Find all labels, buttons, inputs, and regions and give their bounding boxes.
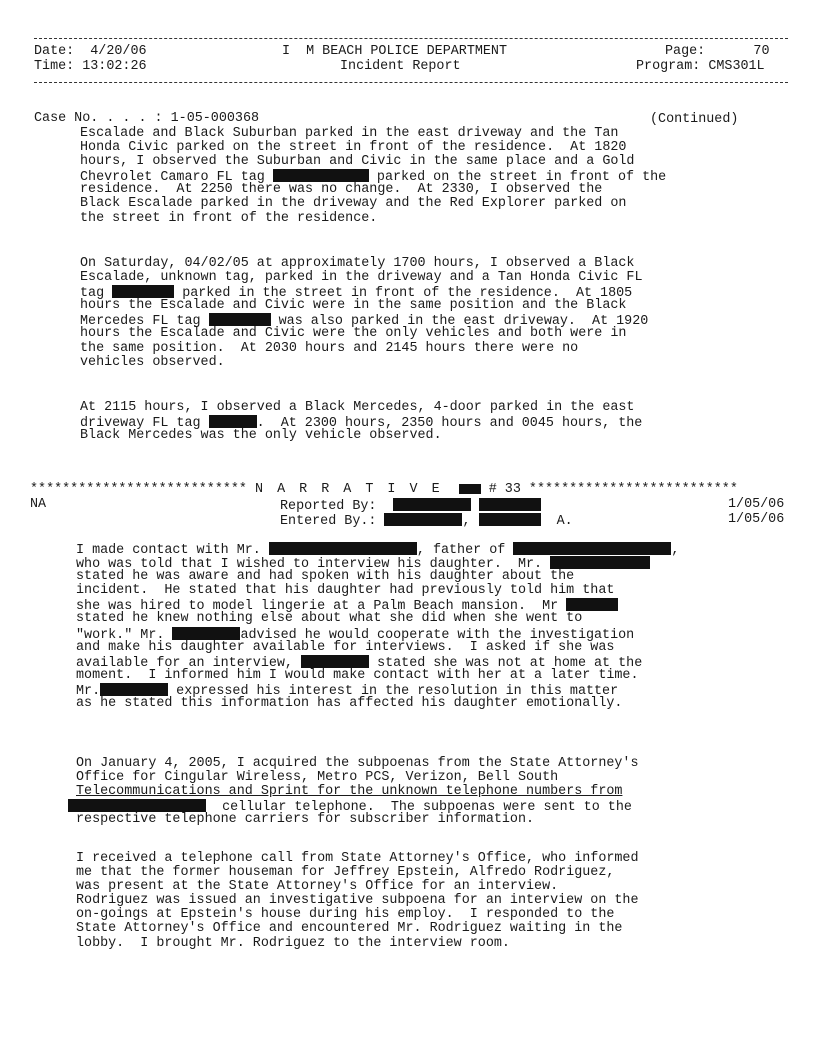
narrative-paragraph-1 [76,542,679,711]
text-line: I received a telephone call from State Attorney's Office, who informed [76,851,639,866]
narrative-paragraph-3 [76,852,639,951]
time-line [34,60,147,74]
text-line: tag parked in the street in front of the residence. At 1805 [80,286,633,302]
program-label: Program: [636,59,701,74]
text-line: Black Escalade parked in the driveway and the Red Explorer parked on [80,196,627,212]
header-bottom-rule [34,82,788,83]
text-line: incident. He stated that his daughter had previously told him that [76,583,615,599]
text-line: the same position. At 2030 hours and 2145 hours there were no [80,340,579,356]
redaction-bar [301,655,369,668]
text-line: driveway FL tag . At 2300 hours, 2350 hours and 0045 hours, the [80,416,643,432]
page-label: Page: [665,44,706,59]
narrative-code: NA [30,497,47,512]
text-line: Mercedes FL tag was also parked in the east driveway. At 1920 [80,314,649,330]
text-line: "work." Mr. advised he would cooperate with the investigation [76,627,635,643]
page-line [665,45,769,59]
text-line: hours the Escalade and Civic were in the same position and the Black [80,298,627,314]
header-top-rule [34,38,788,39]
redaction-bar [172,627,240,640]
entered-by-line: Entered By.: , A. [280,514,573,529]
agency-name: I M BEACH POLICE DEPARTMENT [282,44,507,59]
text-line: Mr. expressed his interest in the resolution in this matter [76,683,619,699]
text-line: residence. At 2250 there was no change. At 2330, I observed the [80,182,603,198]
text-line: cellular telephone. The subpoenas were sent to the [76,799,639,813]
text-line: Office for Cingular Wireless, Metro PCS, Verizon, Bell South [76,770,559,786]
text-line: At 2115 hours, I observed a Black Mercedes, 4-door parked in the east [80,400,635,415]
text-line: I made contact with Mr. , father of , [76,543,680,558]
text-line: Black Mercedes was the only vehicle observed. [80,428,442,444]
time-value: 13:02:26 [82,59,147,74]
surveillance-paragraph-2 [80,257,648,370]
redaction-bar [100,683,168,696]
narrative-number: # 33 [488,482,521,497]
redaction-bar [209,415,257,428]
redaction-bar [112,285,174,298]
program-value: CMS301L [708,59,765,74]
redaction-bar [566,598,618,611]
text-line: who was told that I wished to interview his daughter. Mr. [76,556,679,570]
text-line: State Attorney's Office and encountered Mr. Rodriguez waiting in the [76,921,623,937]
text-line: Escalade and Black Suburban parked in the east driveway and the Tan [80,126,619,141]
surveillance-paragraph-3 [80,401,642,443]
time-label: Time: [34,59,75,74]
text-line: the street in front of the residence. [80,210,378,226]
text-line: on-goings at Epstein's house during his employ. I responded to the [76,907,615,923]
date-label: Date: [34,44,75,59]
text-line: On January 4, 2005, I acquired the subpoenas from the State Attorney's [76,756,639,771]
program-line [636,60,765,74]
redaction-bar [384,513,462,526]
reported-date: 1/05/06 [728,497,785,512]
text-line: available for an interview, stated she was not at home at the [76,655,643,671]
redaction-bar [550,556,650,569]
text-line: moment. I informed him I would make contact with her at a later time. [76,667,639,683]
entered-date: 1/05/06 [728,512,785,527]
text-line: vehicles observed. [80,354,225,370]
text-line: hours, I observed the Suburban and Civic in the same place and a Gold [80,154,635,170]
case-number-line [34,112,259,126]
text-line: hours the Escalade and Civic were the only vehicles and both were in [80,326,627,342]
text-line: me that the former houseman for Jeffrey Epstein, Alfredo Rodriguez, [76,865,615,881]
page-number: 70 [753,44,770,59]
date-value: 4/20/06 [90,44,147,59]
text-line: respective telephone carriers for subscriber information. [76,812,535,828]
text-line: stated he was aware and had spoken with his daughter about the [76,569,575,585]
case-number: 1-05-000368 [170,111,260,126]
continued-label: (Continued) [650,112,739,127]
reported-by-line: Reported By: [280,498,541,514]
date-line [34,45,147,59]
redaction-bar [269,542,417,555]
text-line: was present at the State Attorney's Office for an interview. [76,879,559,895]
text-line: On Saturday, 04/02/05 at approximately 1700 hours, I observed a Black [80,256,635,271]
redaction-bar [209,313,271,326]
text-line: Escalade, unknown tag, parked in the driveway and a Tan Honda Civic FL [80,270,643,286]
text-line: lobby. I brought Mr. Rodriguez to the interview room. [76,935,510,951]
text-line: she was hired to model lingerie at a Palm Beach mansion. Mr [76,598,679,612]
text-line: Telecommunications and Sprint for the unknown telephone numbers from [76,784,623,800]
text-line: Chevrolet Camaro FL tag parked on the street in front of the [80,170,667,186]
text-line: Rodriguez was issued an investigative subpoena for an interview on the [76,893,639,909]
narrative-paragraph-2 [76,757,639,827]
redaction-bar [479,513,541,526]
redaction-bar [68,799,206,812]
text-line: as he stated this information has affected his daughter emotionally. [76,696,623,712]
surveillance-paragraph-1 [80,127,666,226]
case-label: Case No. . . . : [34,111,163,126]
redaction-bar [273,169,369,182]
report-type: Incident Report [340,59,461,74]
text-line: Honda Civic parked on the street in front of the residence. At 1820 [80,140,627,156]
redaction-bar [513,542,671,555]
redaction-bar [393,498,471,511]
text-line: and make his daughter available for interviews. I asked if she was [76,639,615,655]
narrative-banner: *************************** N A R R A T I V E # 33 ************************** [30,482,738,497]
redaction-bar [459,484,481,494]
text-line: stated he knew nothing else about what she did when she went to [76,611,583,627]
redaction-bar [479,498,541,511]
narrative-title: N A R R A T I V E [255,482,443,497]
